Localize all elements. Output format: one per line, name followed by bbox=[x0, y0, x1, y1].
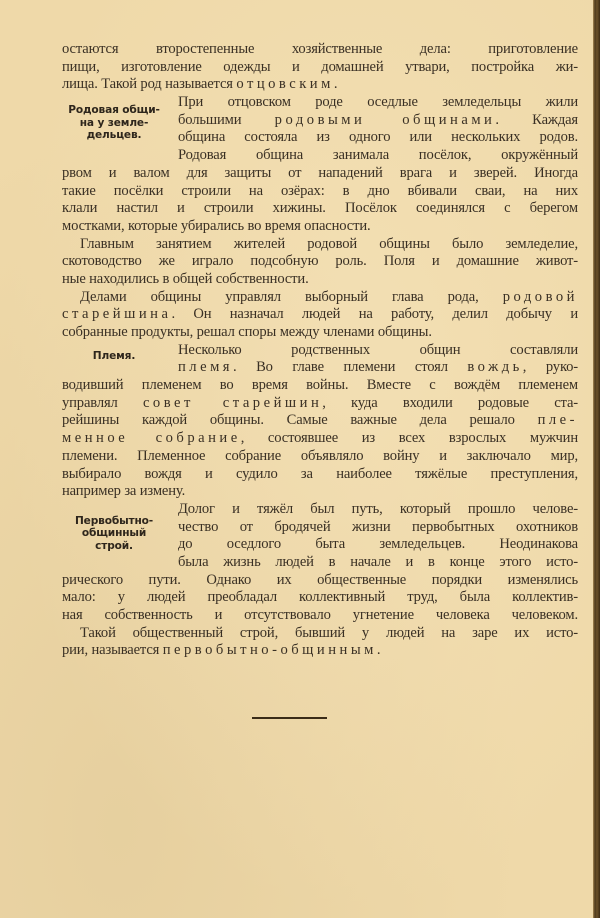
text-line: община состояла из одного или нескольких родов. bbox=[178, 129, 578, 146]
text-line: водивший племенем во время войны. Вместе с вождём племенем bbox=[62, 377, 578, 394]
spaced-term: менное собрание bbox=[62, 430, 241, 447]
text-line: Главным занятием жителей родовой общины было земледелие, bbox=[80, 235, 578, 252]
text-line: старейшина. Он назначал людей на работу, делил добычу и bbox=[62, 306, 578, 323]
margin-heading: Племя. bbox=[92, 349, 136, 362]
spaced-term: вождь bbox=[467, 359, 523, 376]
text-line: клали настил и строили хижины. Посёлок соединялся с берегом bbox=[62, 200, 578, 217]
margin-heading: Родовая общи- на у земле- дельцев. bbox=[68, 104, 160, 142]
text-line: рического пути. Однако их общественные порядки изменялись bbox=[62, 571, 578, 588]
section-divider bbox=[252, 717, 327, 719]
text-line: скотоводство же играло подсобную роль. Поля и домашние живот- bbox=[62, 253, 578, 270]
spaced-term: старейшина bbox=[62, 306, 172, 323]
body-text bbox=[62, 41, 578, 660]
page-edge bbox=[593, 0, 600, 918]
text-line: была жизнь людей в начале и в конце этого исто- bbox=[178, 553, 578, 570]
spaced-term: первобытно-общинным bbox=[162, 642, 377, 659]
spaced-term: племя bbox=[178, 359, 234, 376]
text-line: Долог и тяжёл был путь, который прошло челове- bbox=[178, 500, 578, 517]
text-line: большими родовыми общинами. Каждая bbox=[178, 111, 578, 128]
spaced-term: совет старейшин bbox=[142, 394, 323, 411]
text-line: пищи, изготовление одежды и домашней утвари, постройка жи- bbox=[62, 58, 578, 75]
text-line: мало: у людей преобладал коллективный труд, была коллектив- bbox=[62, 589, 578, 606]
text-line: выбирало вождя и судило за наиболее тяжёлые преступления, bbox=[62, 465, 578, 482]
text-line: ные находились в общей собственности. bbox=[62, 270, 309, 287]
text-line: Родовая община занимала посёлок, окружённый bbox=[178, 147, 578, 164]
section-pervobytno-obshchinny-stroy bbox=[62, 501, 578, 625]
text-line: менное собрание, состоявшее из всех взрослых мужчин bbox=[62, 430, 578, 447]
text-line: рвом и валом для защиты от нападений врага и зверей. Иногда bbox=[62, 164, 578, 181]
spaced-term: родовой bbox=[502, 288, 578, 305]
text-line: рейшины каждой общины. Самые важные дела решало пле- bbox=[62, 412, 578, 429]
text-line: рии, называется первобытно-общинным. bbox=[62, 642, 381, 659]
text-line: собранные продукты, решал споры между членами общины. bbox=[62, 324, 432, 340]
text-line: до оседлого быта земледельцев. Неодинакова bbox=[178, 536, 578, 553]
text-line: лища. Такой род называется отцовским. bbox=[62, 76, 341, 93]
text-line: такие посёлки строили на озёрах: в дно вбивали сваи, на них bbox=[62, 182, 578, 199]
section-plemya bbox=[62, 342, 578, 501]
text-line: например за измену. bbox=[62, 483, 186, 500]
text-line: остаются второстепенные хозяйственные дела: приготовление bbox=[62, 41, 578, 57]
text-line: Несколько родственных общин составляли bbox=[178, 341, 578, 358]
text-line: При отцовском роде оседлые земледельцы жили bbox=[178, 94, 578, 111]
margin-heading: Первобытно- общинный строй. bbox=[74, 514, 154, 553]
text-line: племени. Племенное собрание объявляло войну и заключало мир, bbox=[62, 447, 578, 464]
text-line: мостками, которые убирались во время опасности. bbox=[62, 217, 371, 234]
text-line: чество от бродячей жизни первобытных охотников bbox=[178, 518, 578, 535]
spaced-term: отцовским. bbox=[236, 76, 341, 93]
spaced-term: родовыми общинами bbox=[274, 111, 496, 128]
text-line: управлял совет старейшин, куда входили родовые ста- bbox=[62, 394, 578, 411]
section-rodovaya-obshchina bbox=[62, 94, 578, 236]
text-line: ная собственность и отсутствовало угнетение человека человеком. bbox=[62, 607, 578, 623]
text-line: Делами общины управлял выборный глава рода, родовой bbox=[80, 288, 578, 305]
text-line: племя. Во главе племени стоял вождь, руко- bbox=[178, 359, 578, 376]
spaced-term: пле- bbox=[537, 412, 578, 429]
text-line: Такой общественный строй, бывший у людей на заре их исто- bbox=[80, 624, 578, 641]
